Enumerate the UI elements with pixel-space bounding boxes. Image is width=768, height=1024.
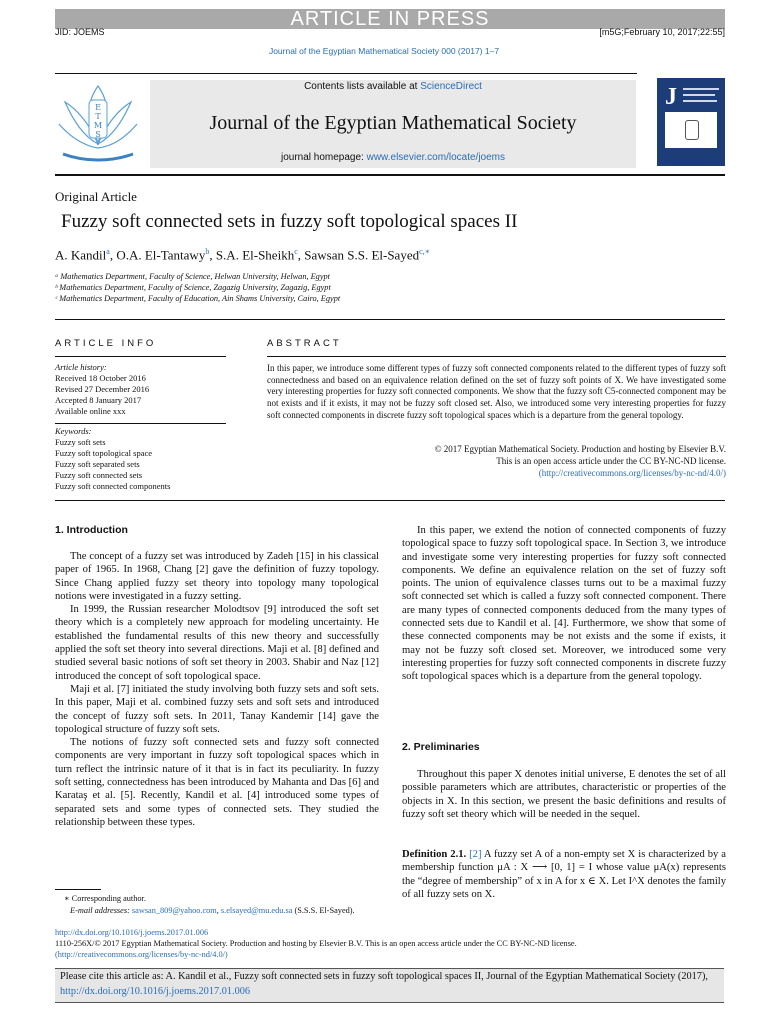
author-list: A. Kandil$^a$, O.A. El-Tantawy$^b$, S.A. El-Sheikh$^c$, Sawsan S.S. El-Sayed$^{c,∗}$ xyxy=(55,247,431,263)
paragraph: In 1999, the Russian researcher Molodtsov [9] introduced the soft set theory which is a completely new approach for modeling uncertainty. He established the fundamental results of this new theory and successfully applied the soft set theory into several directions. Maji et al. [8] defined and studied several basic notions of soft set theory in 2003. Shabir and Naz [12] introduced the concept of soft topological space. xyxy=(55,604,379,682)
affiliation-marker[interactable]: c xyxy=(294,247,298,256)
introduction-body xyxy=(55,550,379,829)
article-history: Article history: Received 18 October 2016 Revised 27 December 2016 Accepted 8 January 2017 Available online xxx xyxy=(55,362,150,416)
citation-link[interactable]: [2] xyxy=(469,849,482,860)
affiliation-marker[interactable]: c,∗ xyxy=(419,247,431,256)
preliminaries-heading: 2. Preliminaries xyxy=(402,741,480,753)
keyword: Fuzzy soft topological space xyxy=(55,448,153,458)
front-matter-rule xyxy=(55,500,725,501)
introduction-continued xyxy=(402,524,726,684)
paragraph: Throughout this paper X denotes initial universe, E denotes the set of all possible parameters which are attributes, characteristic or properties of the objects in X. In this section, we present the basic definitions and results of fuzzy soft set theory which will be needed in the sequel. xyxy=(402,769,726,820)
title-block-rule xyxy=(55,319,725,320)
citation-doi-link[interactable]: http://dx.doi.org/10.1016/j.joems.2017.01.006 xyxy=(60,985,251,997)
email-link[interactable]: s.elsayed@mu.edu.sa xyxy=(220,906,293,915)
keyword: Fuzzy soft sets xyxy=(55,437,106,447)
keyword: Fuzzy soft connected components xyxy=(55,481,171,491)
email-link[interactable]: sawsan_809@yahoo.com xyxy=(131,906,217,915)
masthead-bottom-rule xyxy=(55,174,725,176)
contents-line: Contents lists available at ScienceDirect xyxy=(304,81,482,92)
journal-homepage: journal homepage: www.elsevier.com/locate/joems xyxy=(280,152,505,163)
keyword: Fuzzy soft separated sets xyxy=(55,459,140,469)
affiliation-b: ᵇ Mathematics Department, Faculty of Science, Zagazig University, Zagazig, Egypt xyxy=(55,283,331,292)
author-name: A. Kandil xyxy=(55,247,107,263)
journal-cover-thumbnail: J xyxy=(657,78,725,166)
affiliation-a: ᵃ Mathematics Department, Faculty of Science, Helwan University, Helwan, Egypt xyxy=(55,272,330,281)
masthead-top-rule xyxy=(55,73,637,74)
doi-link[interactable]: http://dx.doi.org/10.1016/j.joems.2017.01.006 xyxy=(55,928,209,937)
corresponding-author-note: ∗ Corresponding author. xyxy=(64,894,146,903)
license-link[interactable]: (http://creativecommons.org/licenses/by-nc-nd/4.0/) xyxy=(538,468,726,478)
author-name: S.A. El-Sheikh xyxy=(215,247,295,263)
keyword: Fuzzy soft connected sets xyxy=(55,470,143,480)
article-in-press-banner: ARTICLE IN PRESS xyxy=(55,9,725,29)
affiliation-marker[interactable]: b xyxy=(205,247,210,256)
svg-text:E: E xyxy=(95,103,101,112)
homepage-link[interactable]: www.elsevier.com/locate/joems xyxy=(366,152,505,163)
paper-title: Fuzzy soft connected sets in fuzzy soft topological spaces II xyxy=(61,211,518,232)
preliminaries-body xyxy=(402,768,726,821)
paragraph: In this paper, we extend the notion of connected components of fuzzy topological space to fuzzy soft topological space. In Section 3, we introduce and investigate some very interesting properties for fuzzy soft connected components. We define an equivalence relation on the set of fuzzy soft points. The union of equivalence classes turns out to be a maximal fuzzy soft connected set which is called a fuzzy soft connected component. There are many types of connected components deduced from the many types of connected sets due to Kandil et al. [4]. Furthermore, we show that some of these connected components may be not exists and the some if exists, it may not be fuzzy soft closed set. Moreover, we introduced some very interesting properties for fuzzy soft connected components in discrete fuzzy soft topological spaces which is a departure from the general topology. xyxy=(402,525,726,683)
abstract-heading: ABSTRACT xyxy=(267,338,342,349)
paragraph: Maji et al. [7] initiated the study involving both fuzzy sets and soft sets. In this paper, Maji et al. combined fuzzy sets and soft sets and introduced the concept of fuzzy soft sets. In 2011, Tanay Kandemir [14] gave the topological structure of fuzzy soft sets. xyxy=(55,683,379,735)
svg-text:T: T xyxy=(95,112,101,121)
paragraph: The notions of fuzzy soft connected sets and fuzzy soft connected components are very important in fuzzy soft topological spaces which in turn reflect the intrinsic nature of it that is in fact its peculiarity. In fuzzy soft setting, connectedness has been introduced by Mahanta and Das [6] and Karataş et al. [5]. Recently, Kandil et al. [4] introduced some types of separated sets and some types of connected sets. They studied the relationship between these types. xyxy=(55,737,379,828)
paragraph: The concept of a fuzzy set was introduced by Zadeh [15] in his classical paper of 1965. In 1968, Chang [2] gave the definition of fuzzy topology. Since Chang applied fuzzy set theory into topology many topological notions were investigated in a fuzzy setting. xyxy=(55,551,379,602)
svg-text:M: M xyxy=(93,121,103,130)
author-name: Sawsan S.S. El-Sayed xyxy=(304,247,420,263)
affiliation-marker[interactable]: a xyxy=(106,247,110,256)
issn-line: 1110-256X/© 2017 Egyptian Mathematical Society. Production and hosting by Elsevier B.V. This is an open access article under the CC BY-NC-ND license. xyxy=(55,939,577,948)
citation-text: Please cite this article as: A. Kandil et al., Fuzzy soft connected sets in fuzzy soft topological spaces II, Journal of the Egyptian Mathematical Society (2017), http://dx.doi.org/10.1016/j.joems.2017.01.006 xyxy=(60,971,708,997)
abstract-rule xyxy=(267,356,726,357)
info-rule xyxy=(55,356,226,357)
definition-2-1: Definition 2.1. [2] A fuzzy set A of a non-empty set X is characterized by a membership function μA : X ⟶ [0, 1] = I whose value μA(x) represents the “degree of membership” of x in A for x ∈ X. Let I^X denotes the family of all fuzzy sets on X. xyxy=(402,849,726,900)
sciencedirect-link[interactable]: ScienceDirect xyxy=(420,81,482,92)
copyright-block: © 2017 Egyptian Mathematical Society. Production and hosting by Elsevier B.V. This is an open access article under the CC BY-NC-ND license. (http://creativecommons.org/licenses/by-nc-nd/4.0/) xyxy=(267,443,726,479)
keywords-rule xyxy=(55,423,226,424)
journal-title: Journal of the Egyptian Mathematical Society xyxy=(209,112,577,134)
license-link-footer[interactable]: (http://creativecommons.org/licenses/by-nc-nd/4.0/) xyxy=(55,950,228,959)
author-name: O.A. El-Tantawy xyxy=(116,247,206,263)
footnote-rule xyxy=(55,889,101,890)
email-addresses: E-mail addresses: sawsan_809@yahoo.com, s.elsayed@mu.edu.sa (S.S.S. El-Sayed). xyxy=(70,906,355,915)
svg-text:S: S xyxy=(95,130,101,139)
article-info-heading: ARTICLE INFO xyxy=(55,338,157,349)
affiliation-c: ᶜ Mathematics Department, Faculty of Education, Ain Shams University, Cairo, Egypt xyxy=(55,294,341,303)
abstract-text: In this paper, we introduce some different types of fuzzy soft connected components related to the different types of fuzzy soft connectedness and based on an equivalence relation defined on the set of fuzzy soft points of X. We have investigated some very interesting properties for fuzzy soft connected components. We show that the fuzzy soft C5-connected component may be not exists and if it exists, it may not be fuzzy soft closed set. Also, we introduced some very interesting properties for fuzzy soft connected components in discrete fuzzy soft topological spaces which is a departure from the general topology. xyxy=(267,363,726,420)
keywords-list: Keywords: Fuzzy soft sets Fuzzy soft topological space Fuzzy soft separated sets Fuzzy soft connected sets Fuzzy soft connected components xyxy=(55,426,235,492)
introduction-heading: 1. Introduction xyxy=(55,524,128,536)
build-stamp: [m5G;February 10, 2017;22:55] xyxy=(599,27,725,37)
journal-id: JID: JOEMS xyxy=(55,27,105,37)
journal-citation-line[interactable]: Journal of the Egyptian Mathematical Society 000 (2017) 1–7 xyxy=(268,46,500,56)
article-type: Original Article xyxy=(55,189,137,204)
society-logo xyxy=(55,80,141,168)
